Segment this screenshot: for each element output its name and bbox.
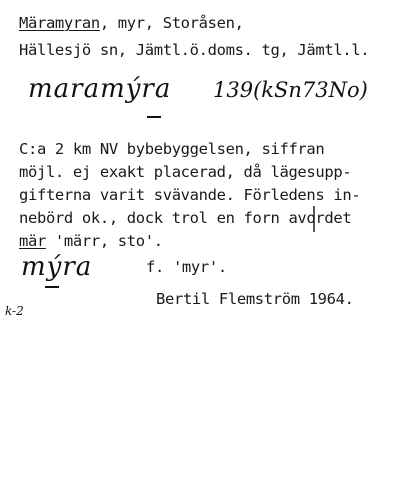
body-line-1: C:a 2 km NV bybebyggelsen, siffran xyxy=(19,140,325,158)
handwritten-underline-mark xyxy=(146,114,162,120)
second-definition: f. 'myr'. xyxy=(146,258,227,276)
body-line-5 xyxy=(19,232,163,250)
handwritten-second-form: mýra xyxy=(21,252,93,282)
body-line-4-tail: ordet xyxy=(306,209,352,227)
body-line-2: möjl. ej exakt placerad, då lägesupp- xyxy=(19,163,352,181)
body-line-4-main: nebörd ok., dock trol en forn av xyxy=(19,209,307,227)
header-line-1-rest: , myr, Storåsen, xyxy=(99,14,244,32)
header-line-2: Hällesjö sn, Jämtl.ö.doms. tg, Jämtl.l. xyxy=(19,41,370,59)
header-line-1 xyxy=(19,14,244,32)
body-line-4 xyxy=(19,209,351,227)
margin-note: k-2 xyxy=(5,304,24,318)
handwritten-underline-mark-2 xyxy=(44,284,60,290)
underlined-word-mar: mär xyxy=(19,232,46,250)
place-name: Märamyran xyxy=(19,14,100,32)
handwritten-form: maramýra xyxy=(28,74,172,104)
body-line-3: gifterna varit svävande. Förledens in- xyxy=(19,186,361,204)
body-line-5-rest: 'märr, sto'. xyxy=(45,232,163,250)
signature: Bertil Flemström 1964. xyxy=(156,290,354,308)
handwritten-caret-mark xyxy=(311,205,317,233)
handwritten-code: 139(kSn73No) xyxy=(213,78,368,102)
